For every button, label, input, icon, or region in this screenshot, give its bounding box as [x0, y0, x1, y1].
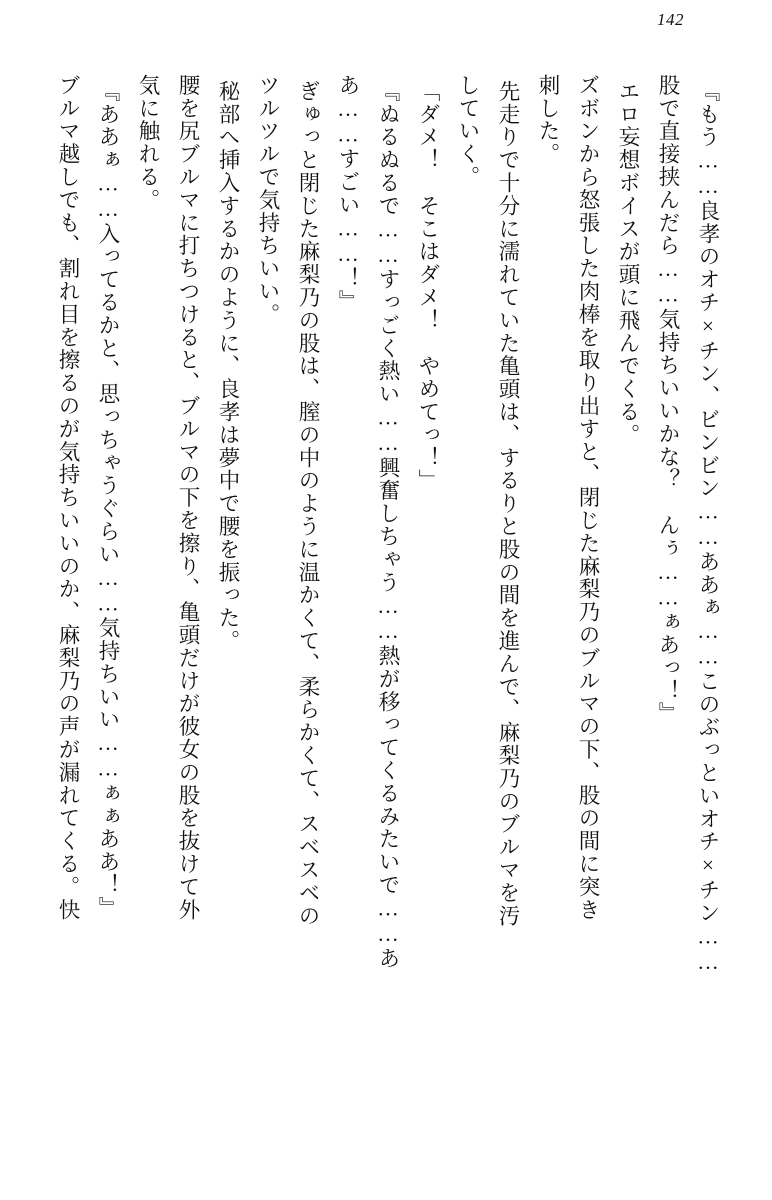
- text-line: ツルツルで気持ちいい。: [256, 74, 280, 326]
- text-line: 「ダメ！ そこはダメ！ やめてっ！」: [416, 80, 440, 493]
- page-number: 142: [657, 10, 684, 29]
- text-line: エロ妄想ボイスが頭に飛んでくる。: [616, 80, 640, 447]
- text-line: ズボンから怒張した肉棒を取り出すと、閉じた麻梨乃のブルマの下、股の間に突き: [576, 74, 600, 922]
- text-line: 刺した。: [536, 74, 560, 166]
- text-line: あ……すごい……！』: [336, 74, 360, 313]
- text-line: 『もう……良孝のオチ×チン、ビンビン……ああぁ……このぶっといオチ×チン……: [696, 80, 720, 976]
- text-line: 股で直接挟んだら……気持ちいいかな？ んぅ……ぁあっ！』: [656, 74, 680, 726]
- text-line: していく。: [456, 74, 480, 189]
- text-line: ブルマ越しでも、割れ目を擦るのが気持ちいいのか、麻梨乃の声が漏れてくる。快: [56, 74, 80, 922]
- text-line: 先走りで十分に濡れていた亀頭は、するりと股の間を進んで、麻梨乃のブルマを汚: [496, 80, 520, 928]
- text-line: ぎゅっと閉じた麻梨乃の股は、膣の中のように温かくて、柔らかくて、スベスベの: [296, 80, 320, 928]
- text-line: 腰を尻ブルマに打ちつけると、ブルマの下を擦り、亀頭だけが彼女の股を抜けて外: [176, 74, 200, 922]
- text-line: 秘部へ挿入するかのように、良孝は夢中で腰を振った。: [216, 80, 240, 653]
- text-line: 気に触れる。: [136, 74, 160, 212]
- body-text-block: [44, 58, 728, 1164]
- text-line: 『ぬるぬるで……すっごく熱い……興奮しちゃう……熱が移ってくるみたいで……あ: [376, 80, 400, 971]
- text-line: 『ああぁ……入ってるかと、思っちゃうぐらい……気持ちいい……ぁぁああ！』: [96, 80, 120, 920]
